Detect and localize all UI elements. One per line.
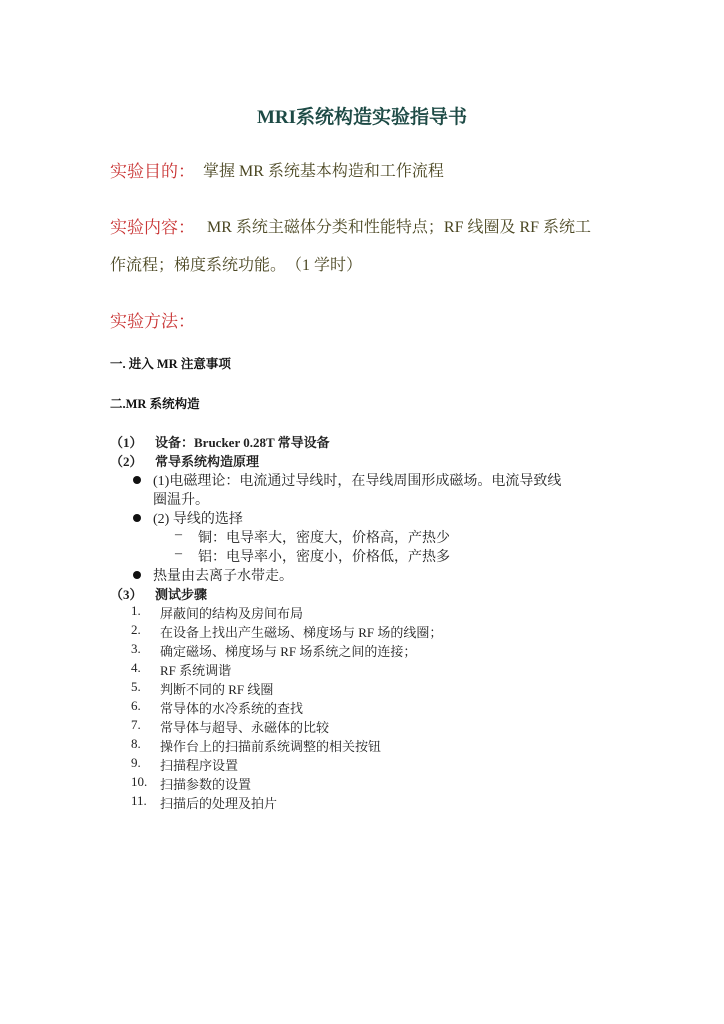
sub3-number: （3） — [110, 587, 143, 602]
sub2-text: 常导系统构造原理 — [155, 454, 260, 469]
dash-icon: – — [175, 546, 182, 561]
content-label: 实验内容： — [110, 218, 195, 237]
purpose-text: 掌握 MR 系统基本构造和工作流程 — [203, 163, 444, 180]
bullet-text: 热量由去离子水带走。 — [153, 569, 293, 584]
step-number: 10. — [131, 774, 148, 789]
step-number: 1. — [131, 603, 141, 618]
dash-item-text: 铜：电导率大，密度大，价格高，产热少 — [198, 531, 450, 546]
dash-icon: – — [175, 527, 182, 542]
sub3-text: 测试步骤 — [155, 587, 208, 602]
method-label: 实验方法： — [110, 312, 195, 331]
step-text: 屏蔽间的结构及房间布局 — [160, 606, 304, 621]
step-text: RF 系统调谐 — [160, 663, 232, 678]
step-number: 8. — [131, 736, 141, 751]
step-text: 扫描后的处理及拍片 — [160, 796, 278, 811]
step-text: 操作台上的扫描前系统调整的相关按钮 — [160, 739, 382, 754]
dash-item-text: 铝：电导率小，密度小，价格低，产热多 — [198, 550, 450, 565]
sub2-number: （2） — [110, 454, 143, 469]
bullet-text-continued: 圈温升。 — [153, 493, 209, 508]
bullet-text: (1)电磁理论：电流通过导线时，在导线周围形成磁场。电流导致线 — [153, 474, 562, 489]
sub1-number: （1） — [110, 435, 143, 450]
content-text-line1: MR 系统主磁体分类和性能特点；RF 线圈及 RF 系统工 — [207, 219, 592, 236]
bullet-icon — [133, 476, 141, 484]
step-text: 常导体的水冷系统的查找 — [160, 701, 304, 716]
step-text: 在设备上找出产生磁场、梯度场与 RF 场的线圈； — [160, 625, 443, 640]
step-number: 5. — [131, 679, 141, 694]
step-number: 6. — [131, 698, 141, 713]
bullet-icon — [133, 514, 141, 522]
bullet-icon — [133, 571, 141, 579]
step-number: 4. — [131, 660, 141, 675]
step-text: 确定磁场、梯度场与 RF 场系统之间的连接； — [160, 644, 417, 659]
step-number: 11. — [131, 793, 147, 808]
step-number: 7. — [131, 717, 141, 732]
step-text: 扫描程序设置 — [160, 758, 239, 773]
step-number: 9. — [131, 755, 141, 770]
section-heading-2: 二.MR 系统构造 — [110, 397, 200, 411]
section-heading-1: 一. 进入 MR 注意事项 — [110, 357, 231, 371]
step-text: 常导体与超导、永磁体的比较 — [160, 720, 330, 735]
bullet-text: (2) 导线的选择 — [153, 512, 243, 527]
step-number: 3. — [131, 641, 141, 656]
purpose-label: 实验目的： — [110, 162, 195, 181]
step-number: 2. — [131, 622, 141, 637]
step-text: 扫描参数的设置 — [160, 777, 252, 792]
content-text-line2: 作流程；梯度系统功能。 （1 学时） — [110, 257, 363, 274]
step-text: 判断不同的 RF 线圈 — [160, 682, 274, 697]
page-title: MRI系统构造实验指导书 — [256, 107, 468, 128]
sub1-text: 设备：Brucker 0.28T 常导设备 — [155, 435, 330, 450]
